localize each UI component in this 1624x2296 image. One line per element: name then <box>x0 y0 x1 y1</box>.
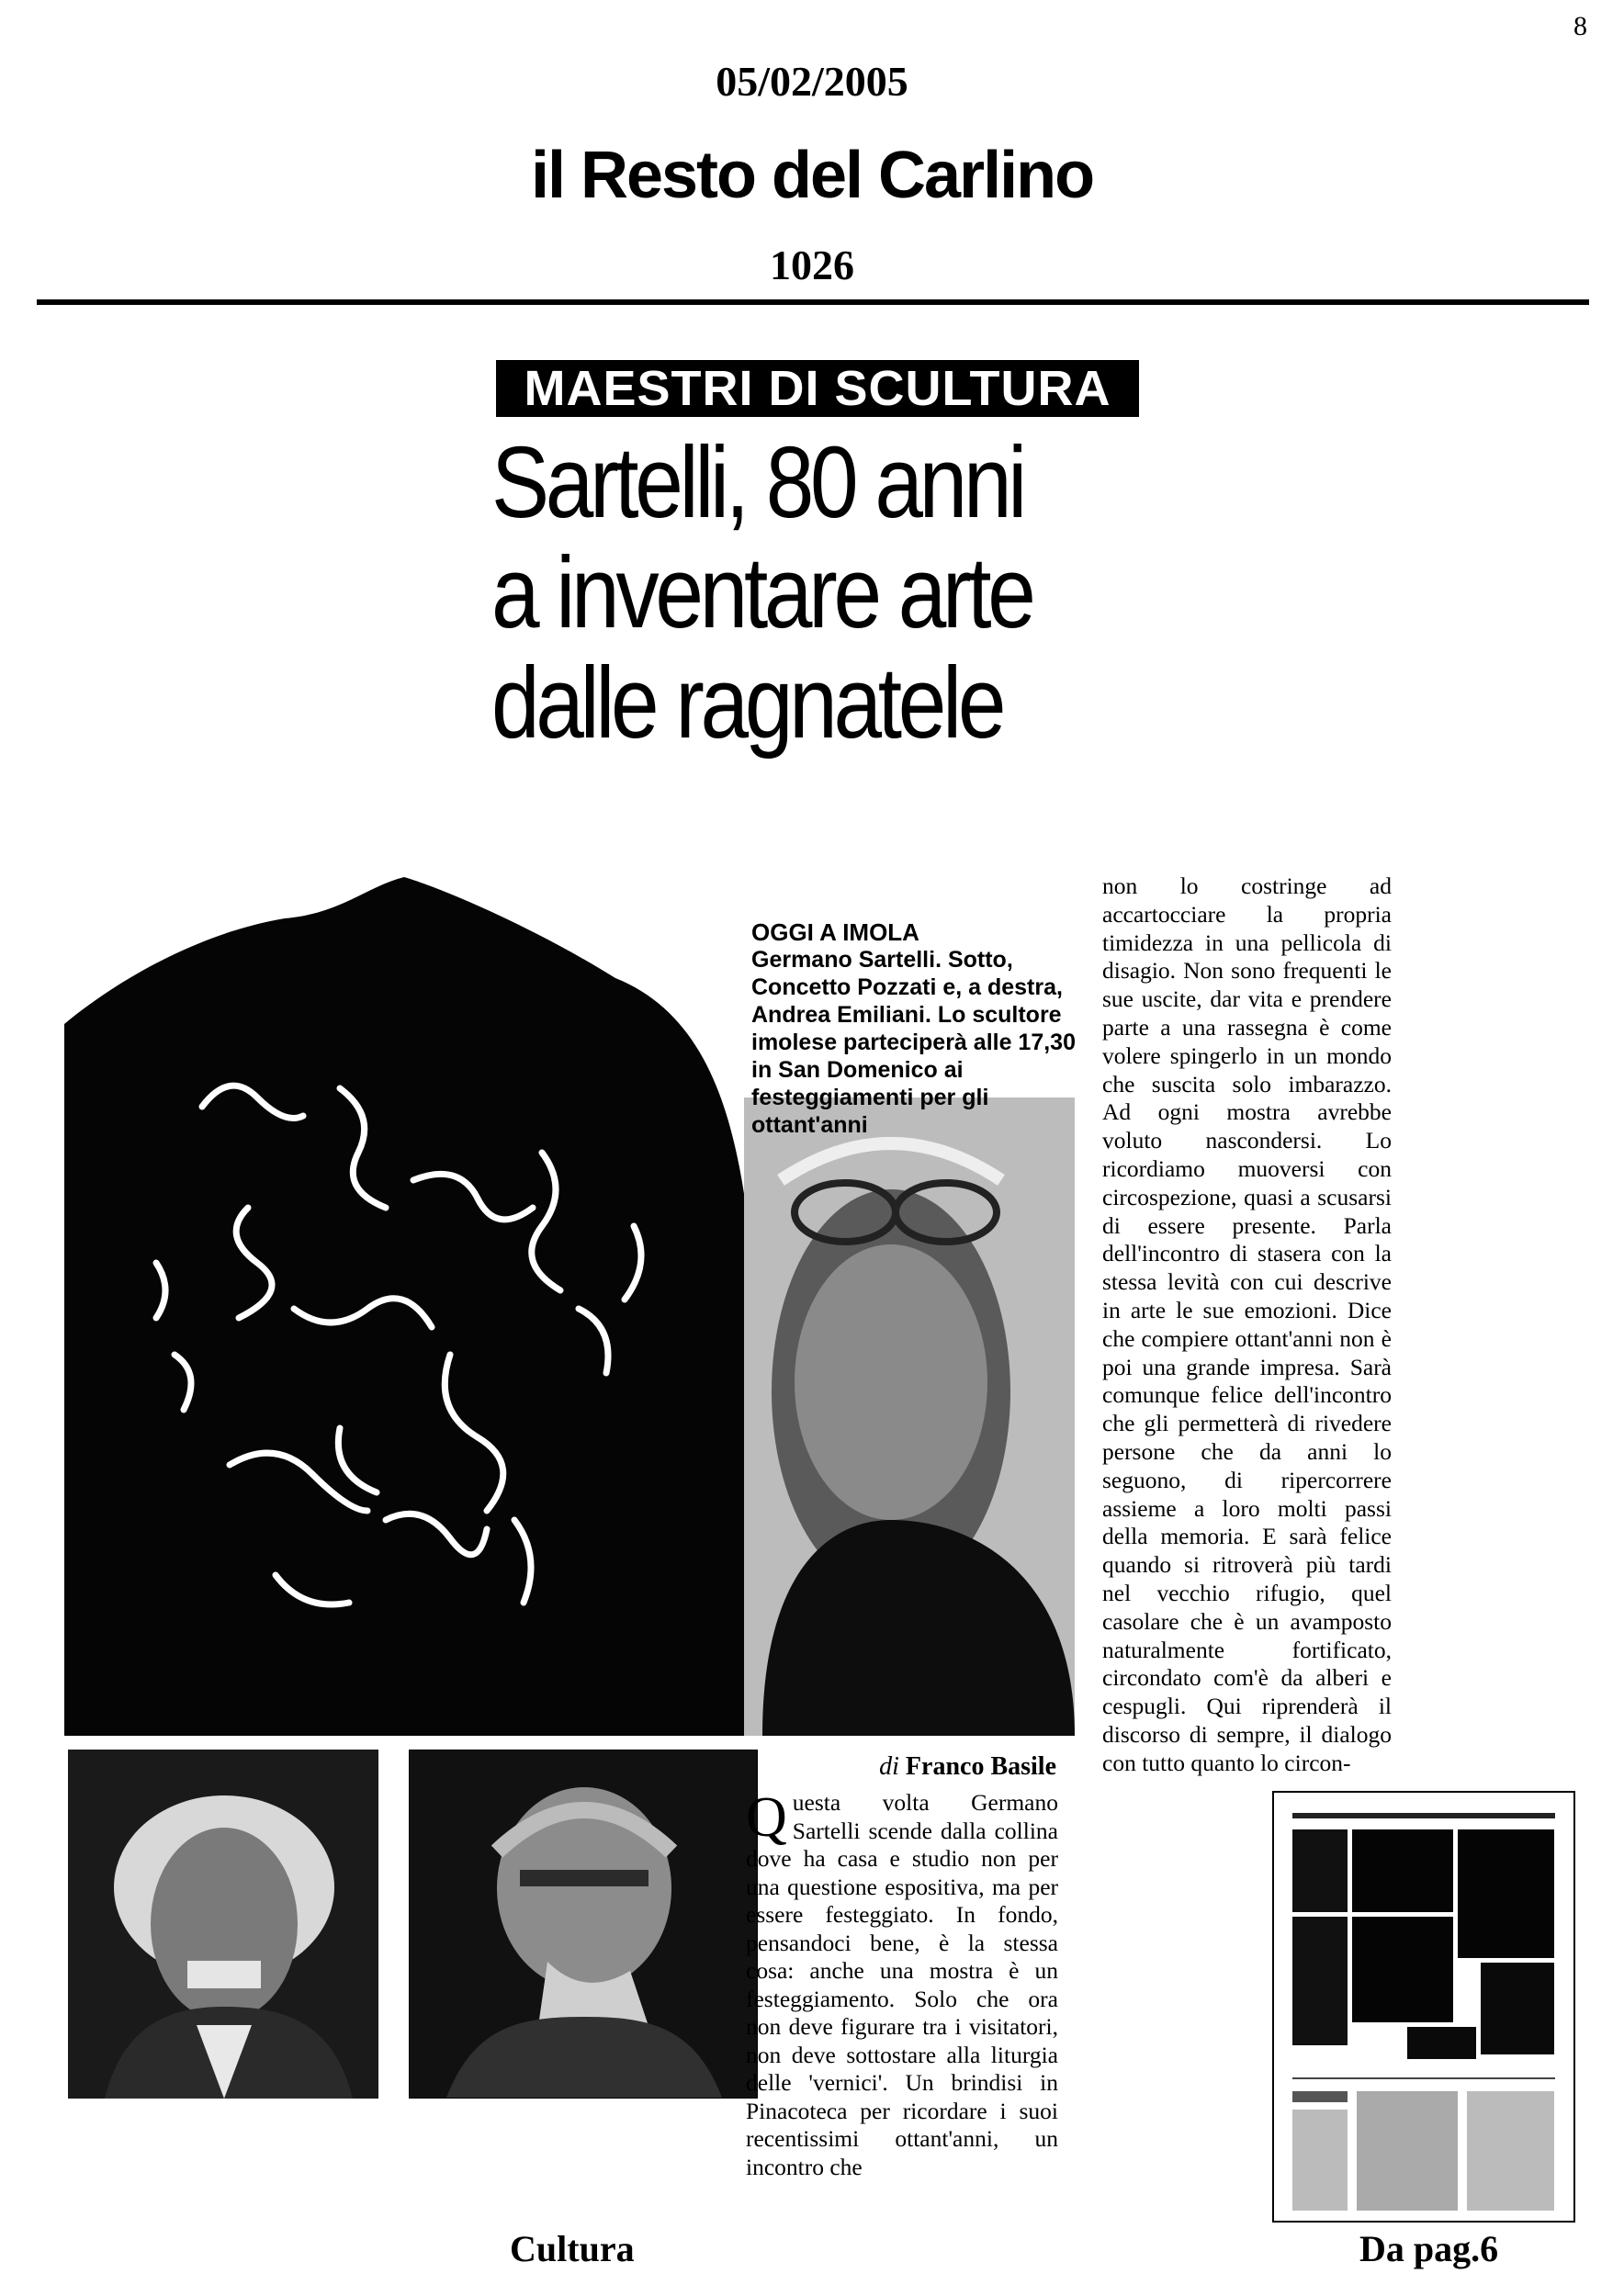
article-body-text: uesta volta Germano Sartelli scende dalla collina dove ha casa e studio non per una questione espositiva, ma per essere festeggiato. In fondo, pensandoci bene, è la stessa cosa: anche una mostra è un festeggiamento. Solo che ora non deve figurare tra i visitatori, non deve sottostare alla liturgia delle 'vernici'. Un brindisi in Pinacoteca per ricordare i suoi recentissimi ottant'anni, un incontro che <box>746 1789 1058 2180</box>
page-number: 8 <box>1573 11 1587 41</box>
continuation-label: Da pag.6 <box>1359 2228 1499 2269</box>
article-side-column: non lo costringe ad accartocciare la propria timidezza in una pellicola di disagio. Non sono frequenti le sue uscite, dar vita e prendere parte a una rassegna è come volere spingerlo in un mondo che suscita solo imbarazzo. Ad ogni mostra avrebbe voluto nascondersi. Lo ricordiamo muoversi con circospezione, quasi a scusarsi di essere presente. Parla dell'incontro di stasera con la stessa levità con cui descrive in arte le sue emozioni. Dice che compiere ottant'anni non è poi una grande impresa. Sarà comunque felice dell'incontro che gli permetterà di rivedere persone che da anni lo seguono, di ripercorrere assieme a loro molti passi della memoria. E sarà felice quando si ritroverà più tardi nel vecchio rifugio, quel casolare che è un avamposto naturalmente fortificato, circondato com'è da alberi e cespugli. Qui riprenderà il discorso di sempre, il dialogo con tutto quanto lo circon- <box>1102 872 1392 1776</box>
portrait-photo-left <box>68 1750 378 2099</box>
headline-line-2: a inventare arte <box>491 536 1032 649</box>
page-thumbnail <box>1272 1791 1575 2223</box>
article-byline <box>781 1752 1056 1782</box>
drop-cap: Q <box>746 1786 787 1849</box>
publication-date: 05/02/2005 <box>716 58 908 105</box>
byline-author: Franco Basile <box>905 1752 1056 1781</box>
headline-line-1: Sartelli, 80 anni <box>491 426 1023 539</box>
caption-title: OGGI A IMOLA <box>751 918 919 946</box>
portrait-photo-right <box>409 1750 758 2099</box>
article-kicker: MAESTRI DI SCULTURA <box>496 360 1139 417</box>
caption-body: Germano Sartelli. Sotto, Concetto Pozzati e, a destra, Andrea Emiliani. Lo scultore imolese parteciperà alle 17,30 in San Domenico ai festeggiamenti per gli ottant'anni <box>751 947 1076 1138</box>
article-headline <box>491 428 1139 759</box>
byline-prefix: di <box>879 1752 899 1781</box>
issue-number: 1026 <box>770 242 854 288</box>
newspaper-masthead: il Resto del Carlino <box>530 139 1094 212</box>
article-body-column <box>746 1786 1058 2181</box>
section-label: Cultura <box>510 2228 635 2269</box>
header-divider <box>37 299 1589 305</box>
headline-line-3: dalle ragnatele <box>491 647 1003 760</box>
photo-caption <box>751 918 1082 1139</box>
